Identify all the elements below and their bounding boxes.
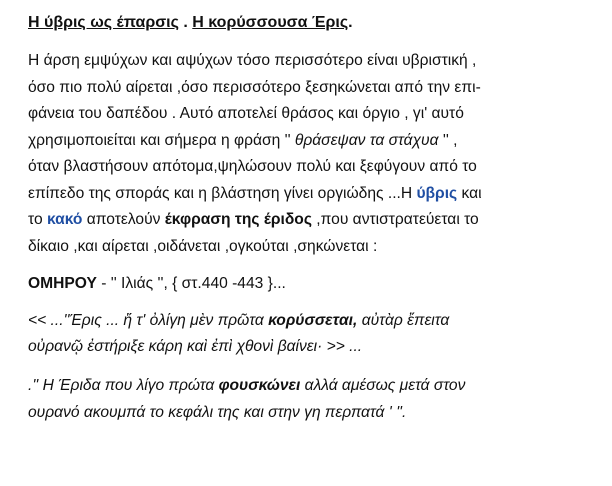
paragraph-text: επίπεδο της σποράς και η βλάστηση γίνει οργιώδης ...Η: [28, 184, 417, 202]
paragraph-line: [28, 128, 598, 155]
quote-line: οὐρανῷ ἐστήριξε κάρη καὶ ἐπὶ χθονὶ βαίνει· >> ...: [28, 338, 363, 355]
citation-author: ΟΜΗΡΟΥ: [28, 275, 97, 292]
paragraph-line: [28, 181, 598, 208]
paragraph-text: χρησιμοποιείται και σήμερα η φράση '': [28, 131, 295, 149]
quote-line: [28, 308, 598, 334]
title-separator: .: [178, 14, 193, 31]
translation-text: αλλά αμέσως μετά στον: [300, 377, 466, 394]
citation-source: - '' Ιλιάς '', { στ.440 -443 }...: [96, 275, 286, 292]
paragraph-text: αποτελούν: [82, 211, 165, 228]
paragraph-line: Η άρση εμψύχων και αψύχων τόσο περισσότερο είναι υβριστική ,: [28, 52, 477, 69]
title-part-eris: Η κορύσσουσα Έρις: [192, 14, 349, 31]
body-paragraph: [28, 48, 598, 260]
homer-citation: [28, 272, 598, 296]
title-part-hubris: Η ύβρις ως έπαρσις: [28, 14, 179, 31]
title-end: .: [348, 14, 353, 31]
translation-text: .'' Η Έριδα που λίγο πρώτα: [28, 377, 219, 394]
paragraph-text: ,που αντιστρατεύεται το: [311, 211, 479, 228]
highlight-kako: κακό: [46, 211, 83, 228]
translation-line: ουρανό ακουμπά το κεφάλι της και στην γη περπατά ' ''.: [28, 404, 407, 421]
quote-bold-word: κορύσσεται,: [268, 312, 358, 329]
paragraph-line: όταν βλαστήσουν απότομα,ψηλώσουν πολύ και ξεφύγουν από το: [28, 158, 477, 175]
paragraph-line: δίκαιο ,και αίρεται ,οιδάνεται ,ογκούται ,σηκώνεται :: [28, 237, 378, 255]
paragraph-text: και: [457, 184, 482, 202]
paragraph-line: [28, 207, 598, 234]
section-title: [28, 12, 598, 34]
paragraph-line: φάνεια του δαπέδου . Αυτό αποτελεί θράσος και όργιο , γι' αυτό: [28, 105, 464, 122]
quote-text: αὐτὰρ ἔπειτα: [357, 312, 450, 329]
quote-text: << ...''Έρις ... ἥ τ' ὀλίγη μὲν πρῶτα: [28, 312, 269, 329]
paragraph-line: όσο πιο πολύ αίρεται ,όσο περισσότερο ξεσηκώνεται από την επι-: [28, 78, 481, 96]
translation-line: [28, 372, 598, 399]
bold-phrase: έκφραση της έριδος: [164, 211, 312, 228]
greek-quote: [28, 308, 598, 360]
paragraph-text: το: [28, 211, 47, 228]
translation: [28, 372, 598, 426]
italic-phrase: θράσεψαν τα στάχυα: [294, 131, 439, 149]
highlight-hubris: ύβρις: [416, 184, 458, 202]
translation-bold-word: φουσκώνει: [218, 377, 301, 394]
paragraph-text: '' ,: [438, 131, 458, 149]
